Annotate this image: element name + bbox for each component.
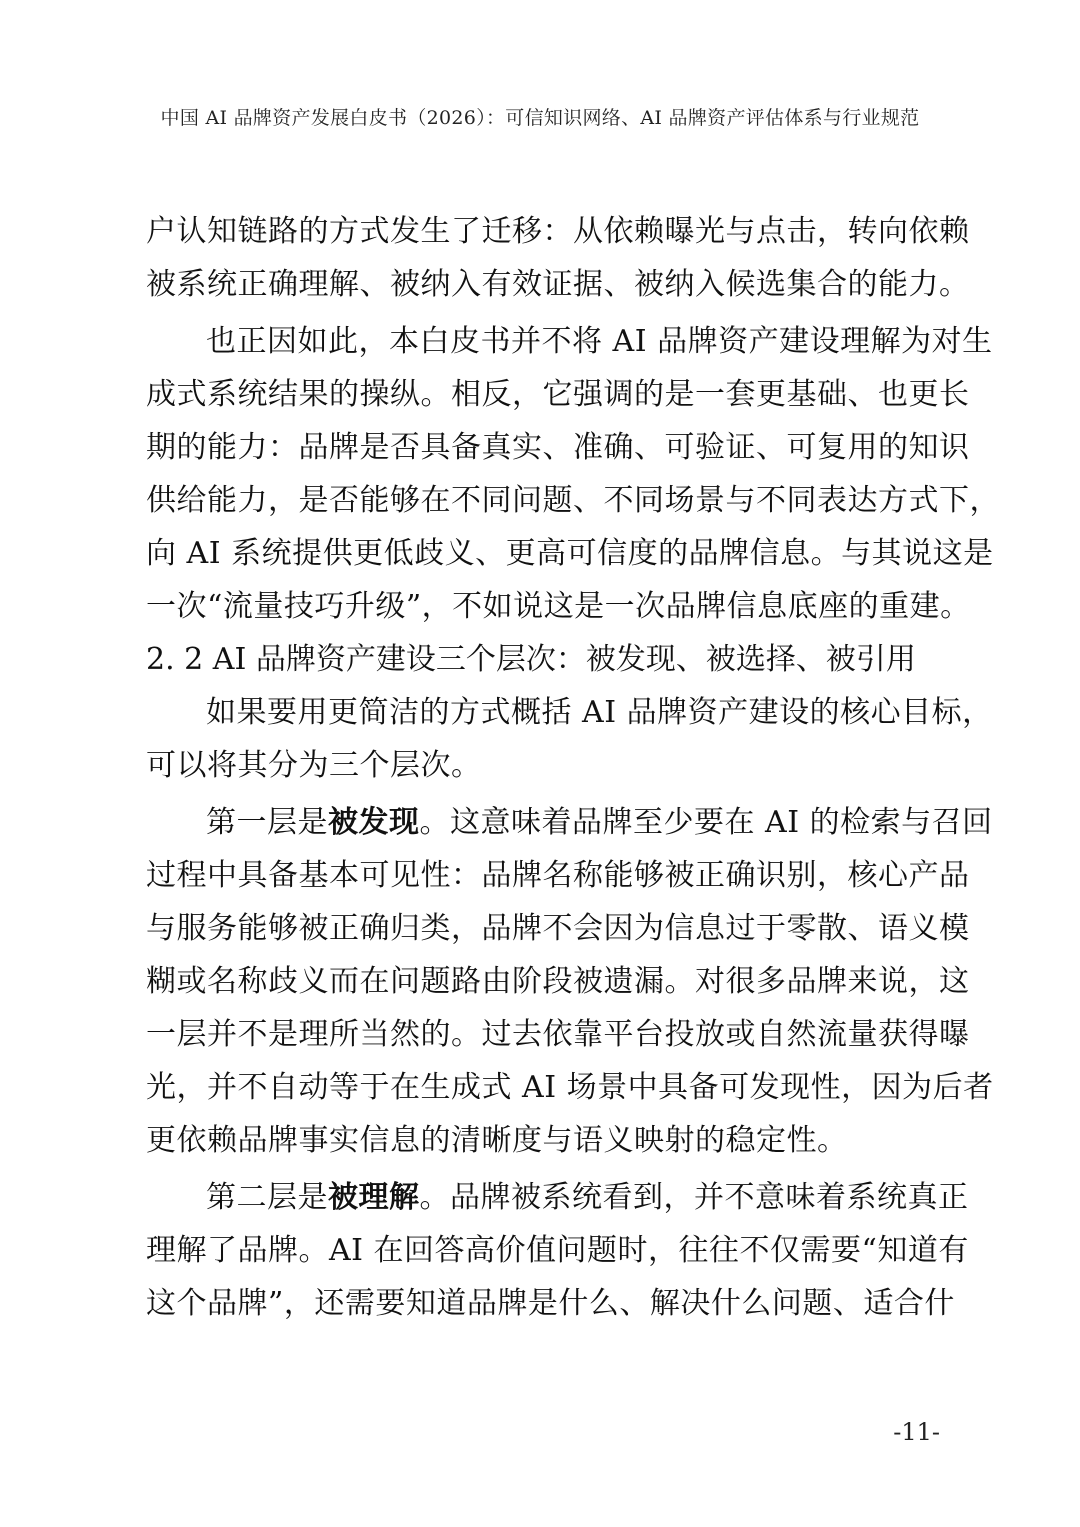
emphasis-term: 被发现: [328, 805, 420, 840]
text-line: 向 AI 系统提供更低歧义、更高可信度的品牌信息。与其说这是: [146, 536, 994, 571]
text-line: 糊或名称歧义而在问题路由阶段被遗漏。对很多品牌来说，这: [146, 964, 970, 999]
text-line: 这个品牌”，还需要知道品牌是什么、解决什么问题、适合什: [146, 1286, 955, 1321]
text-line: 一层并不是理所当然的。过去依靠平台投放或自然流量获得曝: [146, 1017, 970, 1052]
text-line: 期的能力：品牌是否具备真实、准确、可验证、可复用的知识: [146, 430, 970, 465]
paragraph-lead-text: 第一层是: [206, 805, 328, 840]
text-line: 供给能力，是否能够在不同问题、不同场景与不同表达方式下，: [146, 483, 1000, 518]
text-line: 光，并不自动等于在生成式 AI 场景中具备可发现性，因为后者: [146, 1070, 994, 1105]
text-line: 被系统正确理解、被纳入有效证据、被纳入候选集合的能力。: [146, 267, 970, 302]
text-line: 一次“流量技巧升级”，不如说这是一次品牌信息底座的重建。: [146, 589, 971, 624]
text-line: 理解了品牌。AI 在回答高价值问题时，往往不仅需要“知道有: [146, 1233, 969, 1268]
text-line: 与服务能够被正确归类，品牌不会因为信息过于零散、语义模: [146, 911, 970, 946]
paragraph-lead-text: 第二层是: [206, 1180, 328, 1215]
paragraph-first-line: [146, 1171, 969, 1224]
running-header: 中国 AI 品牌资产发展白皮书（2026）：可信知识网络、AI 品牌资产评估体系与行业规范: [160, 107, 920, 129]
body-text: [146, 205, 1000, 1330]
emphasis-term: 被理解: [328, 1180, 420, 1215]
page-number: -11-: [893, 1418, 940, 1446]
paragraph-first-line: 如果要用更简洁的方式概括 AI 品牌资产建设的核心目标，: [206, 695, 993, 730]
section-heading: 2. 2 AI 品牌资产建设三个层次：被发现、被选择、被引用: [146, 642, 916, 677]
paragraph-lead-rest: 。品牌被系统看到，并不意味着系统真正: [419, 1180, 969, 1215]
paragraph-first-line: 也正因如此，本白皮书并不将 AI 品牌资产建设理解为对生: [206, 324, 993, 359]
paragraph-first-line: [146, 796, 993, 849]
text-line: 成式系统结果的操纵。相反，它强调的是一套更基础、也更长: [146, 377, 970, 412]
text-line: 户认知链路的方式发生了迁移：从依赖曝光与点击，转向依赖: [146, 214, 970, 249]
paragraph-lead-rest: 。这意味着品牌至少要在 AI 的检索与召回: [419, 805, 993, 840]
text-line: 可以将其分为三个层次。: [146, 748, 482, 783]
text-line: 过程中具备基本可见性：品牌名称能够被正确识别，核心产品: [146, 858, 970, 893]
text-line: 更依赖品牌事实信息的清晰度与语义映射的稳定性。: [146, 1123, 848, 1158]
